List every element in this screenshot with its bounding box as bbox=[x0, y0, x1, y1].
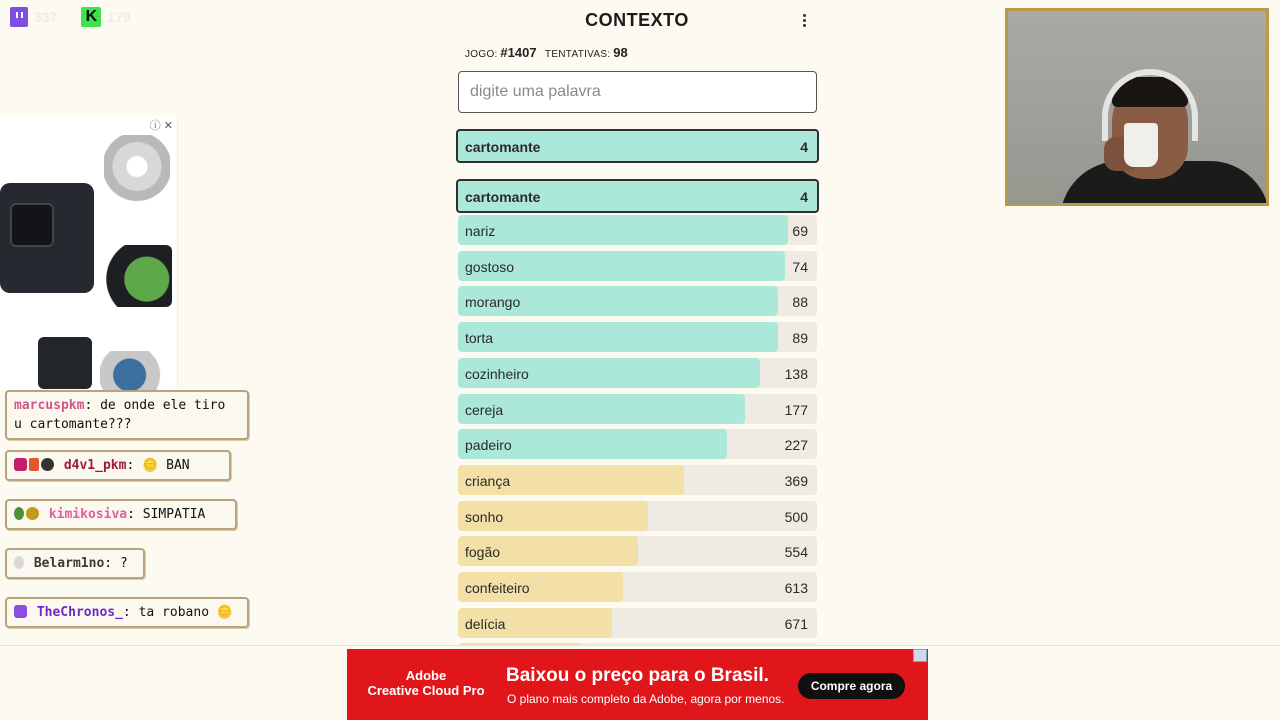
bunny-badge-icon bbox=[14, 556, 24, 569]
chat-text: de onde ele tiro u cartomante??? bbox=[14, 398, 226, 432]
ad-subline: O plano mais completo da Adobe, agora por menos. bbox=[507, 692, 785, 706]
guess-distance: 89 bbox=[792, 330, 808, 347]
more-menu-icon[interactable] bbox=[796, 12, 812, 32]
chat-message bbox=[5, 390, 249, 440]
game-info bbox=[465, 45, 628, 60]
chat-separator: : bbox=[104, 556, 113, 571]
heart-badge-icon bbox=[14, 458, 27, 471]
guess-word: morango bbox=[465, 294, 521, 311]
chat-message bbox=[5, 450, 231, 481]
chat-separator: : bbox=[127, 507, 135, 522]
avatar-badge-icon bbox=[41, 458, 54, 471]
chat-text: SIMPATIA bbox=[134, 507, 206, 522]
chat-separator: : bbox=[84, 398, 93, 413]
last-guess-row bbox=[456, 129, 819, 163]
chat-username: kimikosiva bbox=[48, 507, 128, 522]
twitch-icon bbox=[10, 7, 28, 27]
guess-word: torta bbox=[465, 330, 494, 347]
ad-headline: Baixou o preço para o Brasil. bbox=[506, 665, 769, 686]
chat-message bbox=[5, 548, 145, 579]
chat-message bbox=[5, 597, 249, 628]
guess-distance: 177 bbox=[784, 401, 808, 418]
guess-distance: 4 bbox=[800, 189, 808, 205]
ad-close-icon[interactable] bbox=[913, 649, 927, 662]
chat-username: marcuspkm bbox=[14, 398, 85, 413]
guess-word: sonho bbox=[465, 508, 504, 525]
guess-row bbox=[458, 608, 817, 638]
guess-word: fogão bbox=[465, 544, 501, 561]
guess-word: padeiro bbox=[465, 437, 512, 454]
guess-distance: 671 bbox=[784, 615, 808, 632]
guess-word: cartomante bbox=[465, 139, 541, 155]
contexto-game bbox=[456, 0, 820, 648]
guess-distance: 369 bbox=[784, 472, 808, 489]
ad-brand-line2: Creative Cloud Pro bbox=[367, 683, 485, 698]
subscriber-badge-icon bbox=[14, 605, 27, 618]
guess-distance: 554 bbox=[784, 544, 808, 561]
guess-distance: 227 bbox=[784, 437, 808, 454]
guess-row bbox=[458, 572, 817, 602]
guess-distance: 500 bbox=[784, 508, 808, 525]
kick-icon: K bbox=[81, 7, 101, 27]
guess-input[interactable] bbox=[458, 71, 817, 113]
chat-text: ta robano 🪙 bbox=[130, 605, 234, 620]
chat-username: TheChronos_ bbox=[36, 605, 123, 620]
game-number-label: JOGO: bbox=[465, 49, 498, 60]
guess-proximity-bar bbox=[458, 322, 778, 352]
game-title: CONTEXTO bbox=[585, 10, 689, 30]
guess-row bbox=[458, 322, 817, 352]
guess-row bbox=[458, 501, 817, 531]
chat-text: ? bbox=[112, 556, 128, 571]
guess-word: cereja bbox=[465, 401, 504, 418]
mug-icon bbox=[1124, 123, 1158, 167]
guess-row bbox=[458, 286, 817, 316]
guess-row bbox=[458, 465, 817, 495]
guess-word: cartomante bbox=[465, 189, 541, 205]
chat-separator: : bbox=[126, 458, 135, 473]
guess-word: cozinheiro bbox=[465, 365, 529, 382]
guess-word: gostoso bbox=[465, 258, 515, 275]
ad-product-image bbox=[104, 135, 170, 205]
guess-distance: 69 bbox=[792, 223, 808, 239]
bee-badge-icon bbox=[26, 507, 39, 520]
guess-row bbox=[456, 179, 819, 213]
ad-brand bbox=[347, 668, 505, 698]
guess-proximity-bar bbox=[458, 215, 788, 245]
bottom-ad-banner[interactable] bbox=[347, 649, 928, 720]
plant-badge-icon bbox=[14, 507, 24, 520]
guess-word: nariz bbox=[465, 223, 496, 239]
kick-viewer-count: 179 bbox=[107, 9, 131, 25]
guess-word: delícia bbox=[465, 615, 506, 632]
attempts-label: TENTATIVAS: bbox=[544, 49, 611, 60]
viewer-counters bbox=[10, 6, 149, 28]
twitch-viewer-count: 337 bbox=[34, 9, 58, 25]
guess-row bbox=[458, 215, 817, 245]
attempts-count: 98 bbox=[613, 45, 628, 60]
gift-badge-icon bbox=[29, 458, 39, 471]
guess-distance: 4 bbox=[800, 139, 808, 155]
guess-row bbox=[458, 358, 817, 388]
guess-row bbox=[458, 536, 817, 566]
ad-close-icon[interactable]: ⓘ ✕ bbox=[149, 120, 173, 132]
ad-product-image bbox=[100, 351, 174, 390]
guess-distance: 74 bbox=[792, 258, 808, 275]
guess-row bbox=[458, 251, 817, 281]
chat-message bbox=[5, 499, 237, 530]
chat-username: Belarm1no bbox=[33, 556, 105, 571]
ad-cta-button[interactable]: Compre agora bbox=[798, 673, 905, 699]
webcam-feed bbox=[1005, 8, 1269, 206]
guess-distance: 613 bbox=[784, 580, 808, 596]
ad-product-image bbox=[10, 203, 54, 247]
ad-product-image bbox=[100, 245, 172, 307]
guess-word: criança bbox=[465, 472, 511, 489]
guess-row bbox=[458, 394, 817, 424]
chat-username: d4v1_pkm bbox=[63, 458, 127, 473]
ad-brand-line1: Adobe bbox=[405, 668, 447, 683]
ad-product-image bbox=[38, 337, 92, 389]
guess-word: confeiteiro bbox=[465, 580, 530, 596]
guess-row bbox=[458, 429, 817, 459]
guess-distance: 138 bbox=[784, 365, 808, 382]
guess-distance: 88 bbox=[792, 294, 808, 311]
chat-separator: : bbox=[122, 605, 131, 620]
chat-text: 🪙 BAN bbox=[134, 458, 190, 473]
game-number: #1407 bbox=[500, 45, 537, 60]
side-ad[interactable] bbox=[0, 115, 178, 390]
